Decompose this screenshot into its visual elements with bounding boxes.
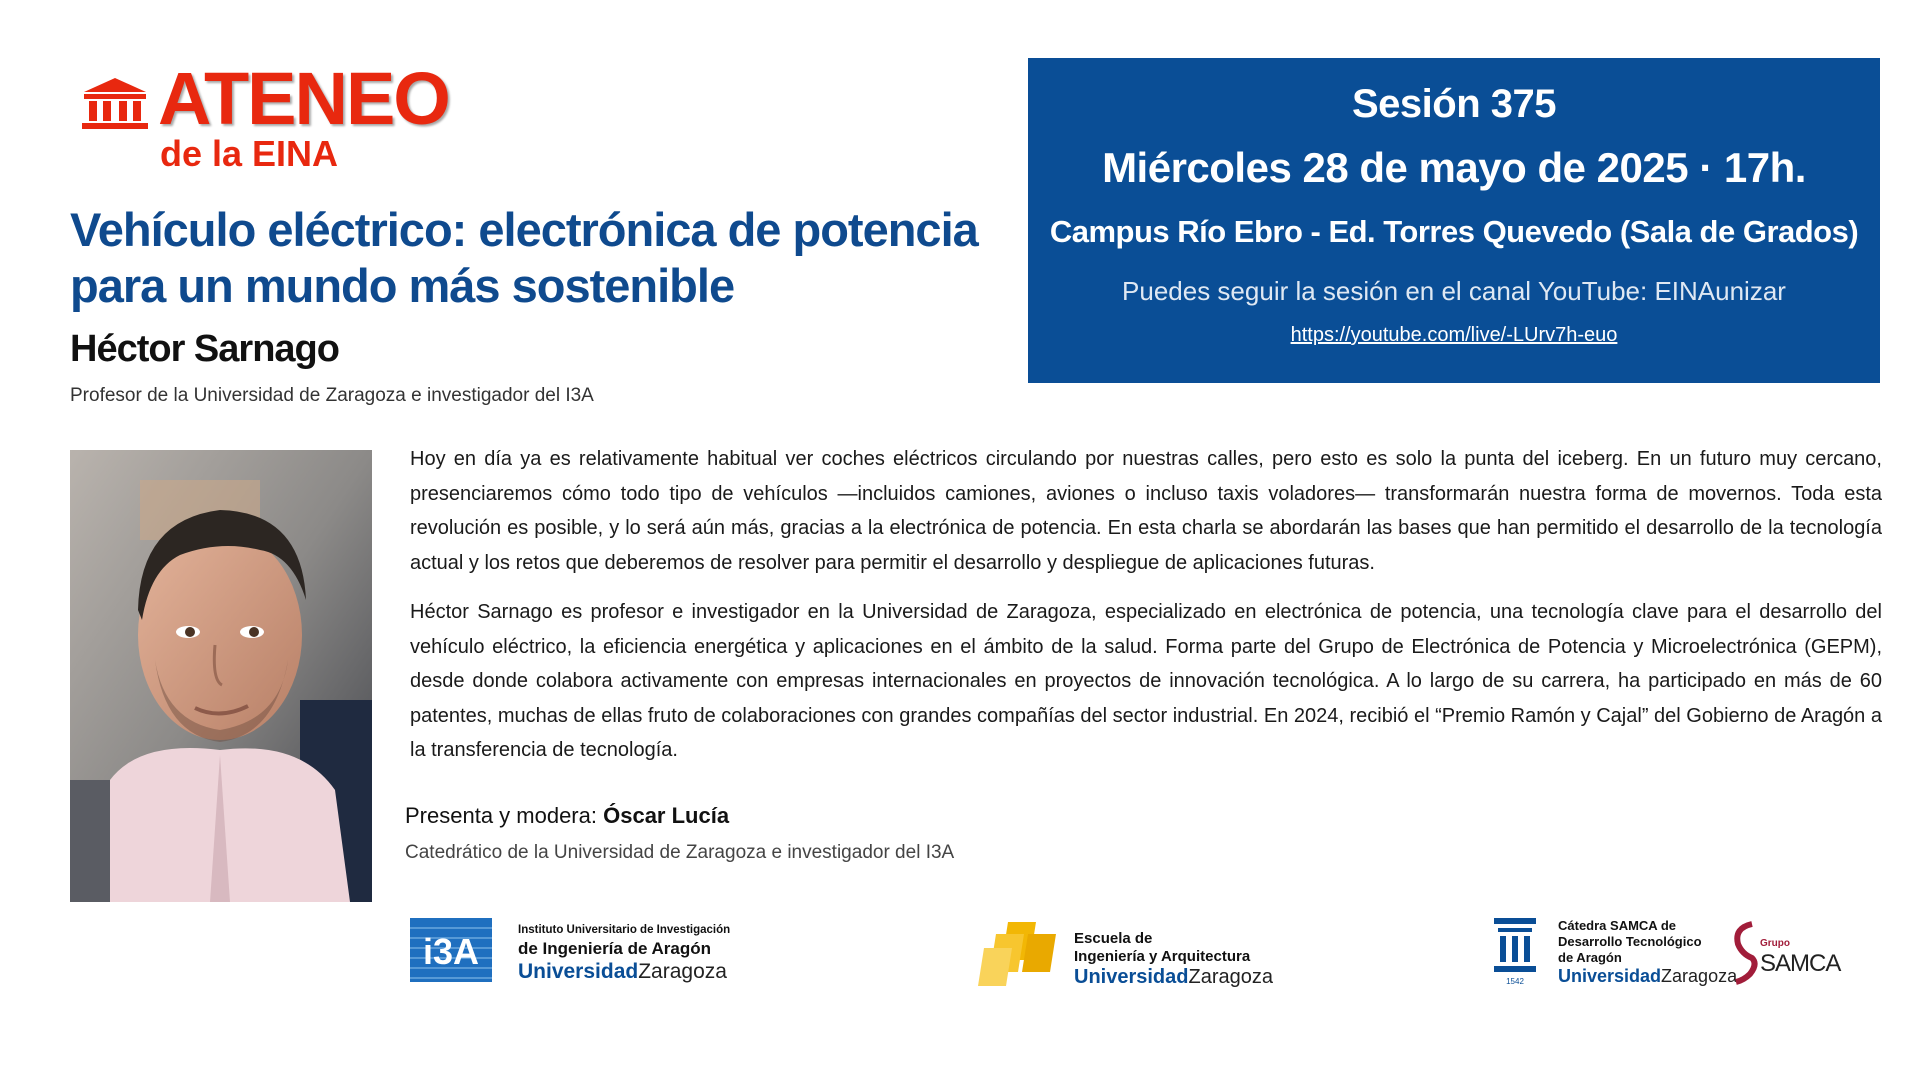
- uz-seal-icon: [1490, 914, 1540, 986]
- session-date: Miércoles 28 de mayo de 2025 · 17h.: [1102, 144, 1806, 191]
- i3a-line1: Instituto Universitario de Investigación: [518, 924, 731, 936]
- speaker-role: Profesor de la Universidad de Zaragoza e investigador del I3A: [70, 385, 594, 406]
- logo-subtitle: de la EINA: [160, 133, 339, 174]
- logo-word: ATENEO: [158, 57, 449, 140]
- svg-text:i3A: i3A: [422, 931, 480, 972]
- session-info-box: [1028, 58, 1880, 383]
- abstract-paragraph: Hoy en día ya es relativamente habitual ver coches eléctricos circulando por nuestras calles, pero esto es solo la punta del iceberg. En un futuro muy cercano, presenciaremos cómo todo tipo de vehículos —incluidos camiones, aviones o incluso taxis voladores— transformarán nuestra forma de movernos. Toda esta revolución es posible, y lo será aún más, gracias a la electrónica de potencia. En esta charla se abordarán las bases que han permitido el desarrollo de la tecnología actual y los retos que deberemos de resolver para permitir el desarrollo y despliegue de aplicaciones futuras.: [410, 448, 1882, 574]
- i3a-emblem-icon: [410, 918, 492, 982]
- moderator-line: [405, 803, 729, 829]
- moderator-name: Óscar Lucía: [603, 803, 730, 828]
- speaker-photo: [70, 450, 372, 902]
- svg-text:1542: 1542: [1506, 977, 1524, 986]
- samca-symbol-icon: [1730, 920, 1760, 986]
- temple-icon: [80, 76, 150, 132]
- samca-group-name: SAMCA: [1760, 950, 1841, 977]
- youtube-text: Puedes seguir la sesión en el canal YouTube: EINAunizar: [1122, 276, 1786, 306]
- bio-paragraph: Héctor Sarnago es profesor e investigador en la Universidad de Zaragoza, especializado en electrónica de potencia, una tecnología clave para el desarrollo del vehículo eléctrico, la eficiencia energética y aplicaciones en el ámbito de la salud. Forma parte del Grupo de Electrónica de Potencia y Microelectrónica (GEPM), desde donde colabora activamente con empresas internacionales en proyectos de innovación tecnológica. A lo largo de su carrera, ha participado en más de 60 patentes, muchas de ellas fruto de colaboraciones con grandes compañías del sector industrial. En 2024, recibió el “Premio Ramón y Cajal” del Gobierno de Aragón a la transferencia de tecnología.: [410, 601, 1882, 761]
- samca-line1: Cátedra SAMCA de: [1558, 918, 1676, 933]
- samca-line3: de Aragón: [1558, 950, 1622, 965]
- eina-uz: UniversidadZaragoza: [1074, 966, 1273, 988]
- moderator-role: Catedrático de la Universidad de Zaragoza e investigador del I3A: [405, 842, 955, 863]
- eina-emblem-icon: [978, 920, 1056, 990]
- i3a-logo: [410, 918, 750, 988]
- moderator-prefix: Presenta y modera:: [405, 803, 604, 828]
- talk-title: Vehículo eléctrico: electrónica de potencia para un mundo más sostenible: [70, 203, 978, 312]
- eina-line2: Ingeniería y Arquitectura: [1074, 948, 1251, 965]
- eina-line1: Escuela de: [1074, 930, 1153, 947]
- abstract: [410, 442, 1882, 783]
- ateneo-logo: [80, 57, 480, 178]
- i3a-line2: de Ingeniería de Aragón: [518, 939, 712, 958]
- i3a-uz: UniversidadZaragoza: [518, 960, 727, 983]
- session-number: Sesión 375: [1351, 82, 1556, 126]
- youtube-link[interactable]: https://youtube.com/live/-LUrv7h-euo: [1290, 324, 1618, 346]
- samca-line2: Desarrollo Tecnológico: [1558, 934, 1702, 949]
- samca-group-small: Grupo: [1760, 938, 1790, 949]
- session-venue: Campus Río Ebro - Ed. Torres Quevedo (Sala de Grados): [1049, 214, 1859, 249]
- eina-logo: [978, 920, 1288, 996]
- samca-uz: UniversidadZaragoza: [1558, 966, 1738, 986]
- speaker-name: Héctor Sarnago: [70, 328, 339, 370]
- samca-logo: [1490, 914, 1890, 994]
